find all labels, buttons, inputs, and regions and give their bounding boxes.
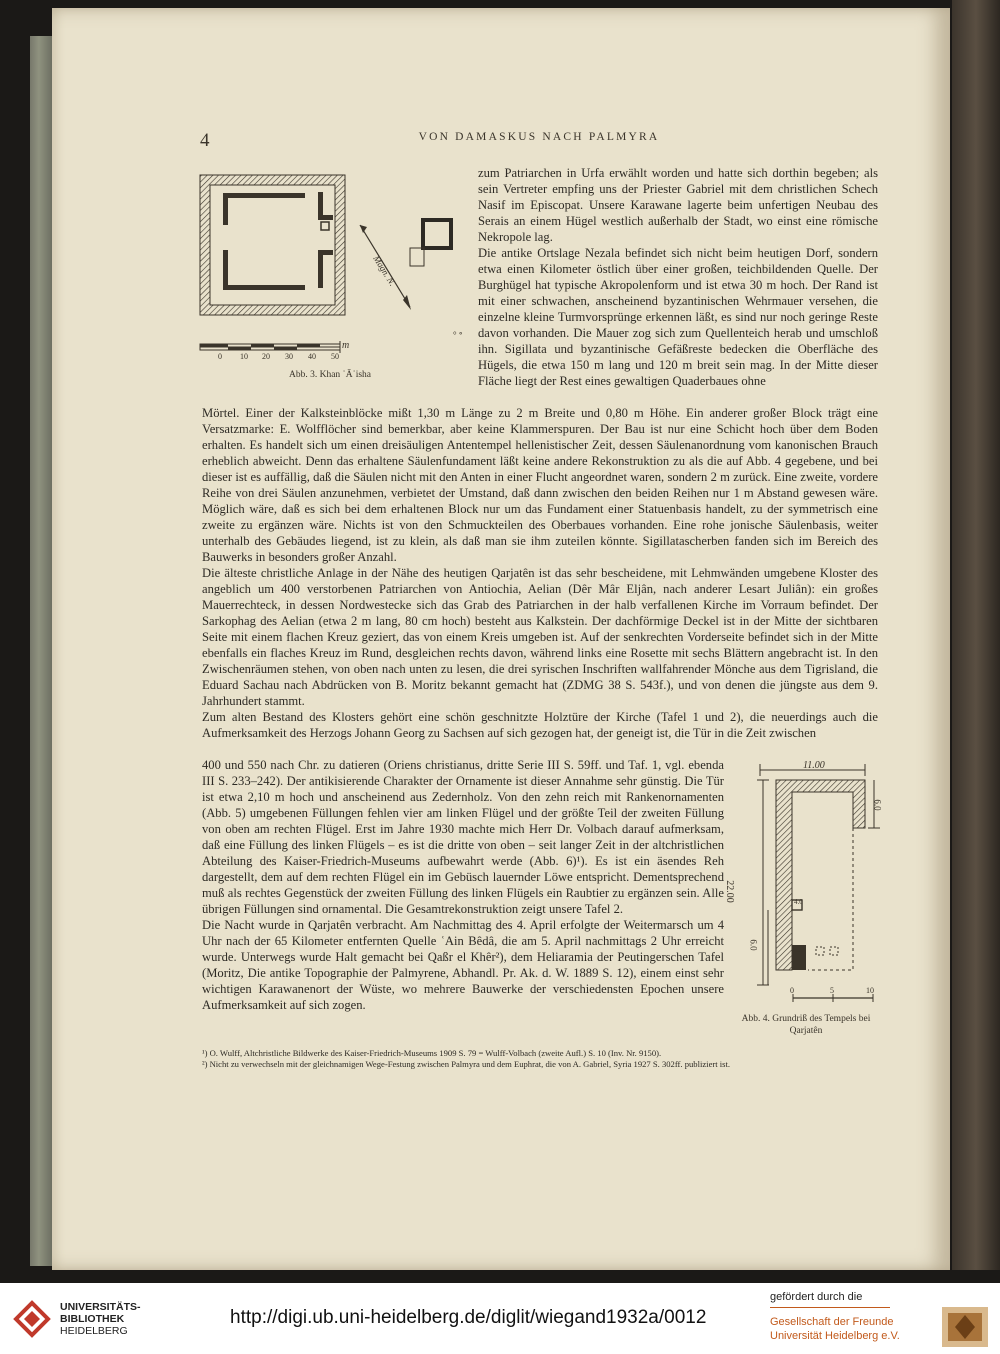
scale-label: 30 [285,352,293,361]
scale-label: 5 [830,986,834,995]
scale-label: 0 [790,986,794,995]
sponsor-emblem-icon [940,1305,990,1349]
figure-3-scale-unit: m [342,340,350,351]
dim-label: 6.0 [748,939,759,951]
scale-label: 10 [866,986,874,995]
scale-label: 0 [218,352,222,361]
sponsor-name-line: Gesellschaft der Freunde [770,1316,894,1328]
figure-4-caption: Abb. 4. Grundriß des Tempels bei Qarjatên [741,1014,871,1036]
footnote: ¹) O. Wulff, Altchristliche Bildwerke des Kaiser-Friedrich-Museums 1909 S. 79 = Wulff-Volbach (zweite Aufl.) S. 10 (Inv. Nr. 9150). [202,1048,662,1058]
figure-3-scale-labels [218,352,358,364]
cover-board-right [952,0,1000,1270]
figure-3-plan [195,170,475,370]
university-library-logo-icon [10,1297,54,1341]
library-name [60,1301,141,1337]
library-name-line: HEIDELBERG [60,1325,128,1337]
paragraph: Mörtel. Einer der Kalksteinblöcke mißt 1,30 m Länge zu 2 m Breite und 0,80 m Höhe. Ein anderer großer Block trägt eine Versatzmarke: E. Wolfflöcher sind bemerkbar, aber keine Klammerspuren. Der Bau ist nur eine Schicht hoch über dem Boden erhalten. Es handelt sich um einen dreisäuligen Antentempel hellenistischer Zeit, dessen Säulenanordnung vom kanonischen Brauch erheblich abweicht. Denn das erhaltene Säulenfundament läßt keine andere Rekonstruktion zu als die auf Abb. 4 gegebene, und bei dieser ist es auffällig, daß die Säulen nicht mit den Anten in einer Flucht angeordnet waren, sondern 2 m zurück. Eine zweite, vordere Reihe von drei Säulen anzunehmen, verbietet der Umstand, daß dann zwischen den beiden Reihen nur 1 m Abstand gewesen wäre. Möglich wäre, daß es sich bei dem erhaltenen Block nur um das Fundament einer Statuenbasis handelt, zu der symmetrisch eine zweite zu ergänzen wäre. Nichts ist von den Schmuckteilen des Oberbaues vorhanden. Eine rohe jonische Säulenbasis, weiter unterhalb des Gebäudes liegend, ist zu klein, als daß man sie ihm zuteilen könnte. Sigillatascherben fanden sich im Bereich des Bauwerks in besonders großer Anzahl. [202,406,878,564]
svg-text:Magn. N.: Magn. N. [371,253,398,288]
dim-label: 11.00 [803,760,825,771]
paragraph: Die antike Ortslage Nezala befindet sich nicht beim heutigen Dorf, sondern etwa einen Kilometer östlich über einer großen, teichbildenden Quelle. Der Burghügel hat typische Akropolenform und ist etwa 30 m hoch. Der Rand ist mit einer schwachen, anscheinend byzantinischen Wehrmauer versehen, die einzelne kleine Turmvorsprünge erkennen läßt, es sind nur noch geringe Reste davon vorhanden. Die Mauer zog sich zum Quellenteich herab und umschloß ihn. Sigillata und byzantinische Gefäßreste bedecken die Oberfläche des Hügels, die etwa 150 m lang und 120 m breit sein mag. In der Mitte dieser Fläche liegt der Rest eines gewaltigen Quaderbaues ohne [478,246,878,388]
dim-label: 1.0 [795,946,804,954]
running-head [200,130,878,150]
cover-board-left [30,36,52,1266]
paragraph: Die Nacht wurde in Qarjatên verbracht. Am Nachmittag des 4. April erfolgte der Weitermarsch um 4 Uhr nach der 65 Kilometer entfernten Quelle ʿAin Bêdâ, die am 5. April nachmittags 2 Uhr erreicht wurde. Unterwegs wurde Halt gemacht bei Qaßr el Khêr²), dem Heliaramia der Peutingerschen Tafel (Moritz, Die antike Topographie der Palmyrene, Abhandl. Pr. Ak. d. W. 1889 S. 12), einem einst sehr wichtigen Karawanenort der Wüste, wo mehrere Bauwerke der verschiedensten Epochen unsere Aufmerksamkeit auf sich zogen. [202,918,724,1012]
footnotes [202,1048,878,1070]
paragraph: 400 und 550 nach Chr. zu datieren (Oriens christianus, dritte Serie III S. 59ff. und Taf. 1, vgl. ebenda III S. 233–242). Der antikisierende Charakter der Ornamente ist dieser Annahme sehr günstig. Die Tür ist etwa 2,10 m hoch und anscheinend aus Zedernholz. Von den zehn reich mit Rankenornamenten (Abb. 5) umgebenen Füllungen fehlen vier am linken Flügel und der größte Teil der zweiten Füllung von oben am rechten Flügel. Erst im Jahre 1930 machte mich Herr Dr. Volbach darauf aufmerksam, daß eine Füllung des linken Flügels – es ist die dritte von oben – seit langer Zeit in der altchristlichen Abteilung des Kaiser-Friedrich-Museums aufbewahrt werde (Abb. 6)¹). Es ist ein äsendes Reh dargestellt, dem auf dem rechten Flügel ein im Gebüsch lauernder Löwe entspricht. Dementsprechend muß als rechtes Gegenstück der zweiten Füllung des linken Flügels ein Raubtier zu ergänzen sein. Alle übrigen Füllungen sind ornamental. Die Gesamtrekonstruktion zeigt unsere Tafel 2. [202,758,724,916]
text-block-2 [202,405,878,741]
page-number: 4 [200,130,210,151]
permalink-url[interactable]: http://digi.ub.uni-heidelberg.de/diglit/wiegand1932a/0012 [230,1307,707,1328]
scale-label: 50 [331,352,339,361]
library-name-line: BIBLIOTHEK [60,1313,125,1325]
running-title: VON DAMASKUS NACH PALMYRA [418,131,660,143]
dim-label: 22.00 [723,880,735,903]
dim-label: 6.0 [872,799,883,811]
dim-label: 4.0 [794,898,803,906]
text-block-3 [202,757,724,1013]
footnote: ²) Nicht zu verwechseln mit der gleichnamigen Wege-Festung zwischen Palmyra und dem Euphrat, die von A. Gabriel, Syria 1927 S. 302ff. publiziert ist. [202,1059,731,1069]
library-name-line: UNIVERSITÄTS- [60,1301,141,1313]
figure-3-caption: Abb. 3. Khan ʿĀʾisha [288,370,372,380]
paragraph: Zum alten Bestand des Klosters gehört eine schön geschnitzte Holztüre der Kirche (Tafel 1 und 2), die neuerdings auch die Aufmerksamkeit des Herzogs Johann Georg zu Sachsen auf sich gezogen hat, der geneigt ist, die Tür in die Zeit zwischen [202,710,878,740]
sponsor-name-line: Universität Heidelberg e.V. [770,1330,900,1342]
sponsor-label: gefördert durch die [770,1291,863,1303]
sponsor-divider [770,1307,890,1308]
paragraph: Die älteste christliche Anlage in der Nähe des heutigen Qarjatên ist das sehr bescheidene, mit Lehmwänden umgebene Kloster des angeblich um 400 verstorbenen Patriarchen von Antiochia, Aelian (Dêr Mâr Eljân, nach anderer Lesart Juliân): ein großes Mauerrechteck, in dessen Nordwestecke sich das Grab des Patriarchen in der halb verfallenen Kirche im Vorraum befindet. Der Sarkophag des Aelian (etwa 2 m lang, 80 cm hoch) besteht aus Kalkstein. Der dachförmige Deckel ist in der Mitte der sichtbaren Seite mit einem flachen Kreuz geziert, das von einem Kreis umgeben ist. Auf der senkrechten Vorderseite befindet sich in der Mitte ebenfalls ein flaches Kreuz im Rund, desgleichen rechts davon, während links eine Rosette mit sechs Blättern angebracht ist. In den Zwischenräumen stehen, von oben nach unten zu lesen, die drei syrischen Inschriften wallfahrender Mönche aus dem Tigrisland, die Eduard Sachau nach Abdrücken von B. Moritz bekannt gemacht hat (ZDMG 38 S. 543f.), und von denen die jüngste aus dem 9. Jahrhundert stammt. [202,566,878,708]
sponsor-name [770,1315,900,1343]
svg-text:° ᐤ: ° ᐤ [453,330,463,340]
scale-label: 20 [262,352,270,361]
text-block-1 [478,165,878,389]
paragraph: zum Patriarchen in Urfa erwählt worden und hatte sich dorthin begeben; als sein Vertreter empfing uns der Priester Gabriel mit dem christlichen Schech Nasif im Episcopat. Unsere Karawane lagerte beim unfertigen Neubau des Serais an einem Hügel westlich außerhalb der Stadt, wo einst eine römische Nekropole lag. [478,166,878,244]
viewer-footer [0,1283,1000,1354]
scale-label: 10 [240,352,248,361]
figure-4-plan [738,760,883,1005]
scale-label: 40 [308,352,316,361]
